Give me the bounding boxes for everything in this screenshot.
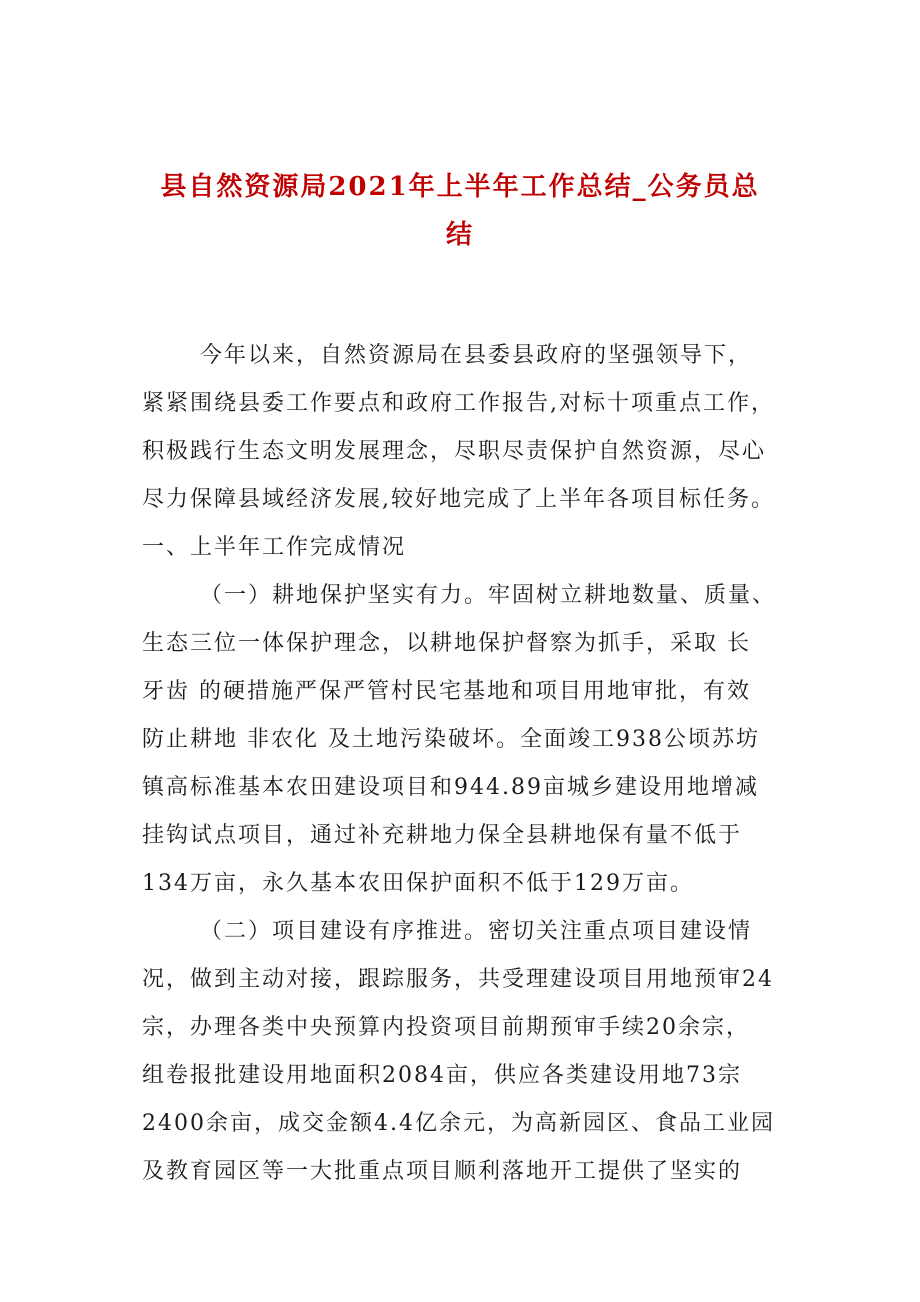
body-line: 今年以来，自然资源局在县委县政府的坚强领导下， xyxy=(200,343,753,368)
body-line: 2400余亩，成交金额4.4亿余元，为高新园区、食品工业园 xyxy=(142,1111,775,1136)
body-line: 及教育园区等一大批重点项目顺利落地开工提供了坚实的 xyxy=(142,1159,743,1184)
body-line: 挂钩试点项目，通过补充耕地力保全县耕地保有量不低于 xyxy=(142,823,743,848)
body-line: 紧紧围绕县委工作要点和政府工作报告,对标十项重点工作， xyxy=(142,391,775,416)
document-title-line-2: 结 xyxy=(445,220,474,250)
body-line: 尽力保障县域经济发展,较好地完成了上半年各项目标任务。 xyxy=(142,487,775,512)
body-line: 组卷报批建设用地面积2084亩，供应各类建设用地73宗 xyxy=(142,1063,742,1088)
body-line: （二）项目建设有序推进。密切关注重点项目建设情 xyxy=(200,919,753,944)
body-line: 生态三位一体保护理念，以耕地保护督察为抓手，采取 长 xyxy=(142,631,751,656)
body-line: 积极践行生态文明发展理念，尽职尽责保护自然资源，尽心 xyxy=(142,439,767,464)
body-line: 宗，办理各类中央预算内投资项目前期预审手续20余宗， xyxy=(142,1015,750,1040)
document-title-line-1: 县自然资源局2021年上半年工作总结_公务员总 xyxy=(160,172,760,202)
body-line: 134万亩，永久基本农田保护面积不低于129万亩。 xyxy=(142,871,694,896)
body-line: 防止耕地 非农化 及土地污染破坏。全面竣工938公顷苏坊 xyxy=(142,727,760,752)
body-line: 牙齿 的硬措施严保严管村民宅基地和项目用地审批，有效 xyxy=(142,679,751,704)
section-heading: 一、上半年工作完成情况 xyxy=(142,535,407,560)
body-line: 镇高标准基本农田建设项目和944.89亩城乡建设用地增减 xyxy=(142,775,759,800)
body-line: （一）耕地保护坚实有力。牢固树立耕地数量、质量、 xyxy=(200,583,777,608)
body-line: 况，做到主动对接，跟踪服务，共受理建设项目用地预审24 xyxy=(142,967,774,992)
